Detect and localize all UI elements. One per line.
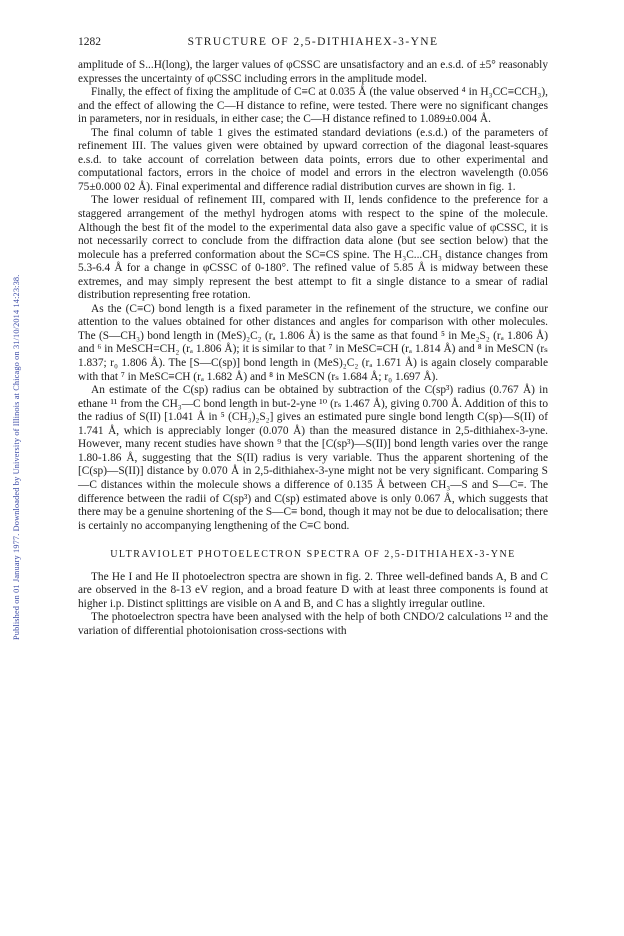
page-number: 1282 (78, 36, 101, 48)
paragraph: amplitude of S...H(long), the larger values of φCSSC are unsatisfactory and an e.s.d. of ±5° reasonably expresses the uncertainty of φCSSC including errors in the amplitude model. (78, 59, 548, 85)
paragraph: The He I and He II photoelectron spectra are shown in fig. 2. Three well-defined bands A, B and C are observed in the 8-13 eV region, and a broad feature D with at least three components is found at higher i.p. Distinct splittings are visible on A and B, and C has a slightly irregular outline. (78, 570, 548, 610)
page-header (78, 36, 548, 52)
paragraph: Finally, the effect of fixing the amplitude of C≡C at 0.035 Å (the value observed ⁴ in H₃CC≡CCH₃), and the effect of allowing the C—H distance to refine, were tested. There were no significant changes in parameters, nor in residuals, in either case; the C—H distance refined to 1.089±0.004 Å. (78, 86, 548, 126)
paragraph: The final column of table 1 gives the estimated standard deviations (e.s.d.) of the parameters of refinement III. The values given were obtained by upward correction of the diagonal least-squares e.s.d. to take account of correlation between data points, errors due to other experimental and computational factors, errors in the choice of model and errors in the electron wavelength (0.056 75±0.000 02 Å). Final experimental and difference radial distribution curves are shown in fig. 1. (78, 126, 548, 193)
download-notice (0, 80, 24, 640)
paragraph: The lower residual of refinement III, compared with II, lends confidence to the preference for a staggered arrangement of the methyl hydrogen atoms with respect to the spine of the molecule. Although the best fit of the model to the experimental data also gave a specific value of φCSSC, it is not necessarily correct to conclude from the diffraction data alone (but see section below) that the molecule has a preferred conformation about the SC≡CS spine. The H₃C...CH₃ distance changes from 5.3-6.4 Å for a change in φCSSC of 0-180°. The refined value of 5.85 Å is midway between these extremes, and may simply represent the best attempt to fit a single distance to a smear of radial distribution representing free rotation. (78, 194, 548, 302)
paragraph: An estimate of the C(sp) radius can be obtained by subtraction of the C(sp³) radius (0.767 Å) in ethane ¹¹ from the CH₃—C bond length in but-2-yne ¹⁰ (rₛ 1.467 Å), giving 0.700 Å. Addition of this to the radius of S(II) [1.041 Å in ⁵ (CH₃)₂S₂] gives an estimated pure single bond length C(sp)—S(II) of 1.741 Å, which is appreciably longer (0.070 Å) than the measured distance in 2,5-dithiahex-3-yne. However, many recent studies have shown ⁹ that the [C(sp³)—S(II)] bond length varies over the range 1.80-1.86 Å, suggesting that the S(II) radius is very variable. Thus the apparent shortening of the [C(sp)—S(II)] distance by 0.070 Å in 2,5-dithiahex-3-yne might not be very significant. Comparing S—C distances within the molecule shows a difference of 0.135 Å between CH₃—S and S—C≡. The difference between the radii of C(sp³) and C(sp) estimated above is only 0.067 Å, which suggests that there may be a genuine shortening of the S—C≡ bond, though it may not be due to delocalisation; there is certainly no accompanying lengthening of the C≡C bond. (78, 384, 548, 532)
running-title: STRUCTURE OF 2,5-DITHIAHEX-3-YNE (187, 36, 439, 48)
paragraph: The photoelectron spectra have been analysed with the help of both CNDO/2 calculations ¹² and the variation of differential photoionisation cross-sections with (78, 611, 548, 637)
section-heading: ULTRAVIOLET PHOTOELECTRON SPECTRA OF 2,5-DITHIAHEX-3-YNE (110, 549, 516, 561)
download-notice-text: Published on 01 January 1977. Downloaded by University of Illinois at Chicago on 31/10/2014 14:23:38. (12, 274, 21, 640)
paragraph: As the (C≡C) bond length is a fixed parameter in the refinement of the structure, we confine our attention to the values obtained for other distances and angles for comparison with other molecules. The (S—CH₃) bond length in (MeS)₂C₂ (rₐ 1.806 Å) is the same as that found ⁵ in Me₂S₂ (rₐ 1.806 Å) and ⁶ in MeSCH=CH₂ (rₐ 1.806 Å); it is similar to that ⁷ in MeSC≡CH (rₐ 1.814 Å) and ⁸ in MeSCN (rₛ 1.837; r₀ 1.806 Å). The [S—C(sp)] bond length in (MeS)₂C₂ (rₐ 1.671 Å) is again closely comparable with that ⁷ in MeSC≡CH (rₐ 1.682 Å) and ⁸ in MeSCN (rₛ 1.684 Å; r₀ 1.697 Å). (78, 302, 548, 383)
body-text (78, 59, 548, 638)
